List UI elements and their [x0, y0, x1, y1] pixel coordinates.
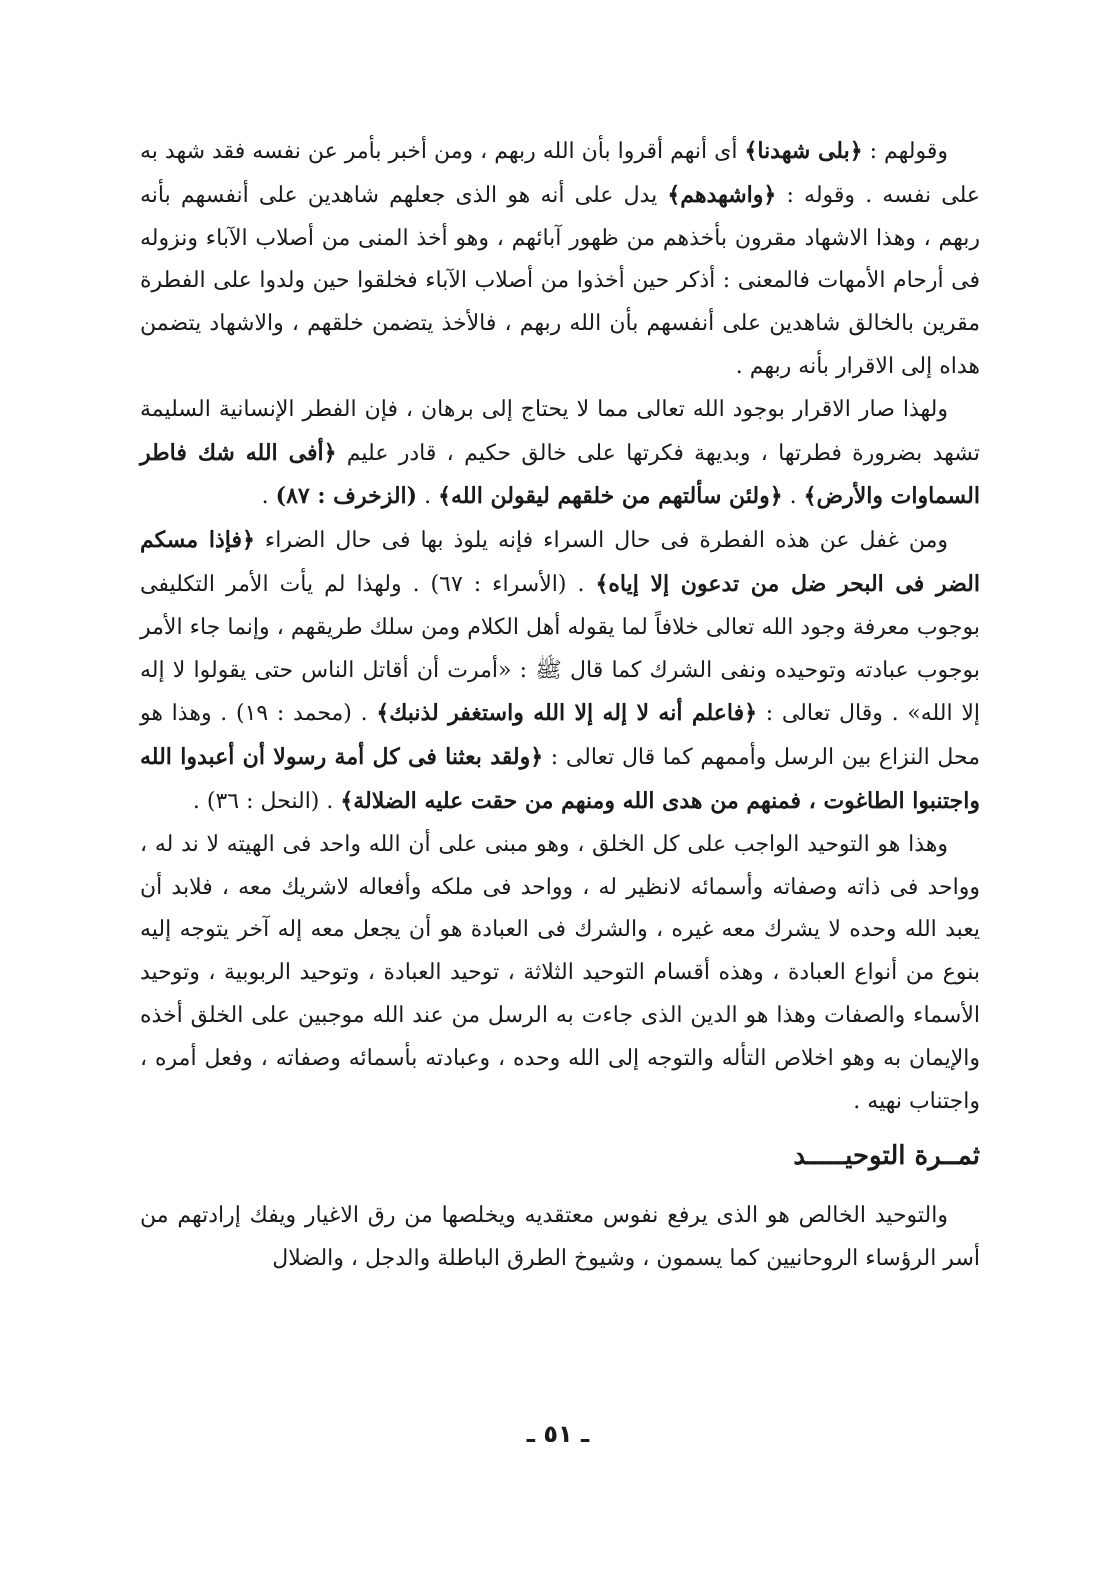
paragraph-text: يدل على أنه هو الذى جعلهم شاهدين على أنفسهم بأنه ربهم ، وهذا الاشهاد مقرون بأخذهم من ظهور آبائهم ، وهو أخذ المنى من أصلاب الآباء ونزوله فى أرحام الأمهات فالمعنى : أذكر حين أخذوا من أصلاب الآباء فخلقوا حين ولدوا على الفطرة مقرين بالخالق شاهدين على أنفسهم بأن الله ربهم ، فالأخذ يتضمن خلقهم ، والاشهاد يتضمن هداه إلى الاقرار بأنه ربهم .: [140, 182, 980, 379]
quran-quote: ﴿أفى الله شك فاطر السماوات والأرض﴾: [140, 439, 980, 510]
quran-quote: (الزخرف : ٨٧): [275, 483, 418, 510]
paragraph-text: .: [261, 484, 276, 510]
page-number: ـ ٥١ ـ: [526, 1420, 590, 1448]
section-heading: ثمــرة التوحيـــــد: [793, 1141, 980, 1172]
paragraph-text: .: [417, 484, 439, 510]
paragraph-text: أى أنهم أقروا بأن الله ربهم ، ومن أخبر بأمر عن نفسه فقد شهد به على نفسه . وقوله :: [140, 139, 980, 208]
paragraph-text: .: [782, 484, 804, 510]
quran-quote: ﴿فإذا مسكم الضر فى البحر ضل من تدعون إلا إياه﴾: [140, 527, 980, 597]
paragraph-text: ولهذا صار الاقرار بوجود الله تعالى مما لا يحتاج إلى برهان ، فإن الفطر الإنسانية السليمة تشهد بضرورة فطرتها ، وبديهة فكرتها على خالق حكيم ، قادر عليم: [140, 396, 980, 466]
paragraph-3: [140, 519, 980, 824]
closing-paragraph: والتوحيد الخالص هو الذى يرفع نفوس معتقديه ويخلصها من رق الاغيار ويفك إرادتهم من أسر الرؤساء الروحانيين كما يسمون ، وشيوخ الطرق الباطلة والدجل ، والضلال: [140, 1203, 980, 1272]
paragraph-4: [140, 824, 980, 1124]
paragraph-text: . (الأسراء : ٦٧) . ولهذا لم يأت الأمر التكليفى بوجوب معرفة وجود الله تعالى خلافاً لما يقوله أهل الكلام ومن سلك طريقهم ، وإنما جاء الأمر بوجوب عبادته وتوحيده ونفى الشرك كما قال ﷺ : «أمرت أن أقاتل الناس حتى يقولوا لا إله إلا الله» . وقال تعالى :: [140, 571, 980, 727]
paragraph-2: [140, 389, 980, 519]
paragraph-text: وقولهم :: [862, 139, 949, 164]
page-body: [140, 130, 980, 1281]
quran-quote: ﴿فاعلم أنه لا إله إلا الله واستغفر لذنبك﴾: [376, 700, 757, 727]
paragraph-text: وهذا هو التوحيد الواجب على كل الخلق ، وهو مبنى على أن الله واحد فى الهيته لا ند له ، وواحد فى ذاته وصفاته وأسمائه لانظير له ، وواحد فى ملكه وأفعاله لاشريك معه ، فلابد أن يعبد الله وحده لا يشرك معه غيره ، والشرك فى العبادة هو أن يجعل معه إله آخر يتوجه إليه بنوع من أنواع العبادة ، وهذه أقسام التوحيد الثلاثة ، توحيد العبادة ، وتوحيد الربوبية ، وتوحيد الأسماء والصفات وهذا هو الدين الذى جاءت به الرسل من عند الله موجبين على الخلق أخذه والإيمان به وهو اخلاص التأله والتوجه إلى الله وحده ، وعبادته بأسمائه وصفاته ، وفعل أمره ، واجتناب نهيه .: [140, 831, 980, 1114]
paragraph-text: . (النحل : ٣٦) .: [192, 788, 341, 814]
quran-quote: ﴿بلى شهدنا﴾: [744, 138, 863, 164]
quran-quote: ﴿ولقد بعثنا فى كل أمة رسولا أن أعبدوا الله واجتنبوا الطاغوت ، فمنهم من هدى الله ومنهم من حقت عليه الضلالة﴾: [140, 744, 980, 814]
paragraph-text: ومن غفل عن هذه الفطرة فى حال السراء فإنه يلوذ بها فى حال الضراء: [254, 528, 948, 554]
quran-quote: ﴿واشهدهم﴾: [667, 181, 777, 208]
paragraph-1: [140, 130, 980, 389]
paragraph-text: . (محمد : ١٩) . وهذا هو محل النزاع بين الرسل وأممهم كما قال تعالى :: [140, 701, 980, 771]
quran-quote: ﴿ولئن سألتهم من خلقهم ليقولن الله﴾: [438, 483, 783, 510]
